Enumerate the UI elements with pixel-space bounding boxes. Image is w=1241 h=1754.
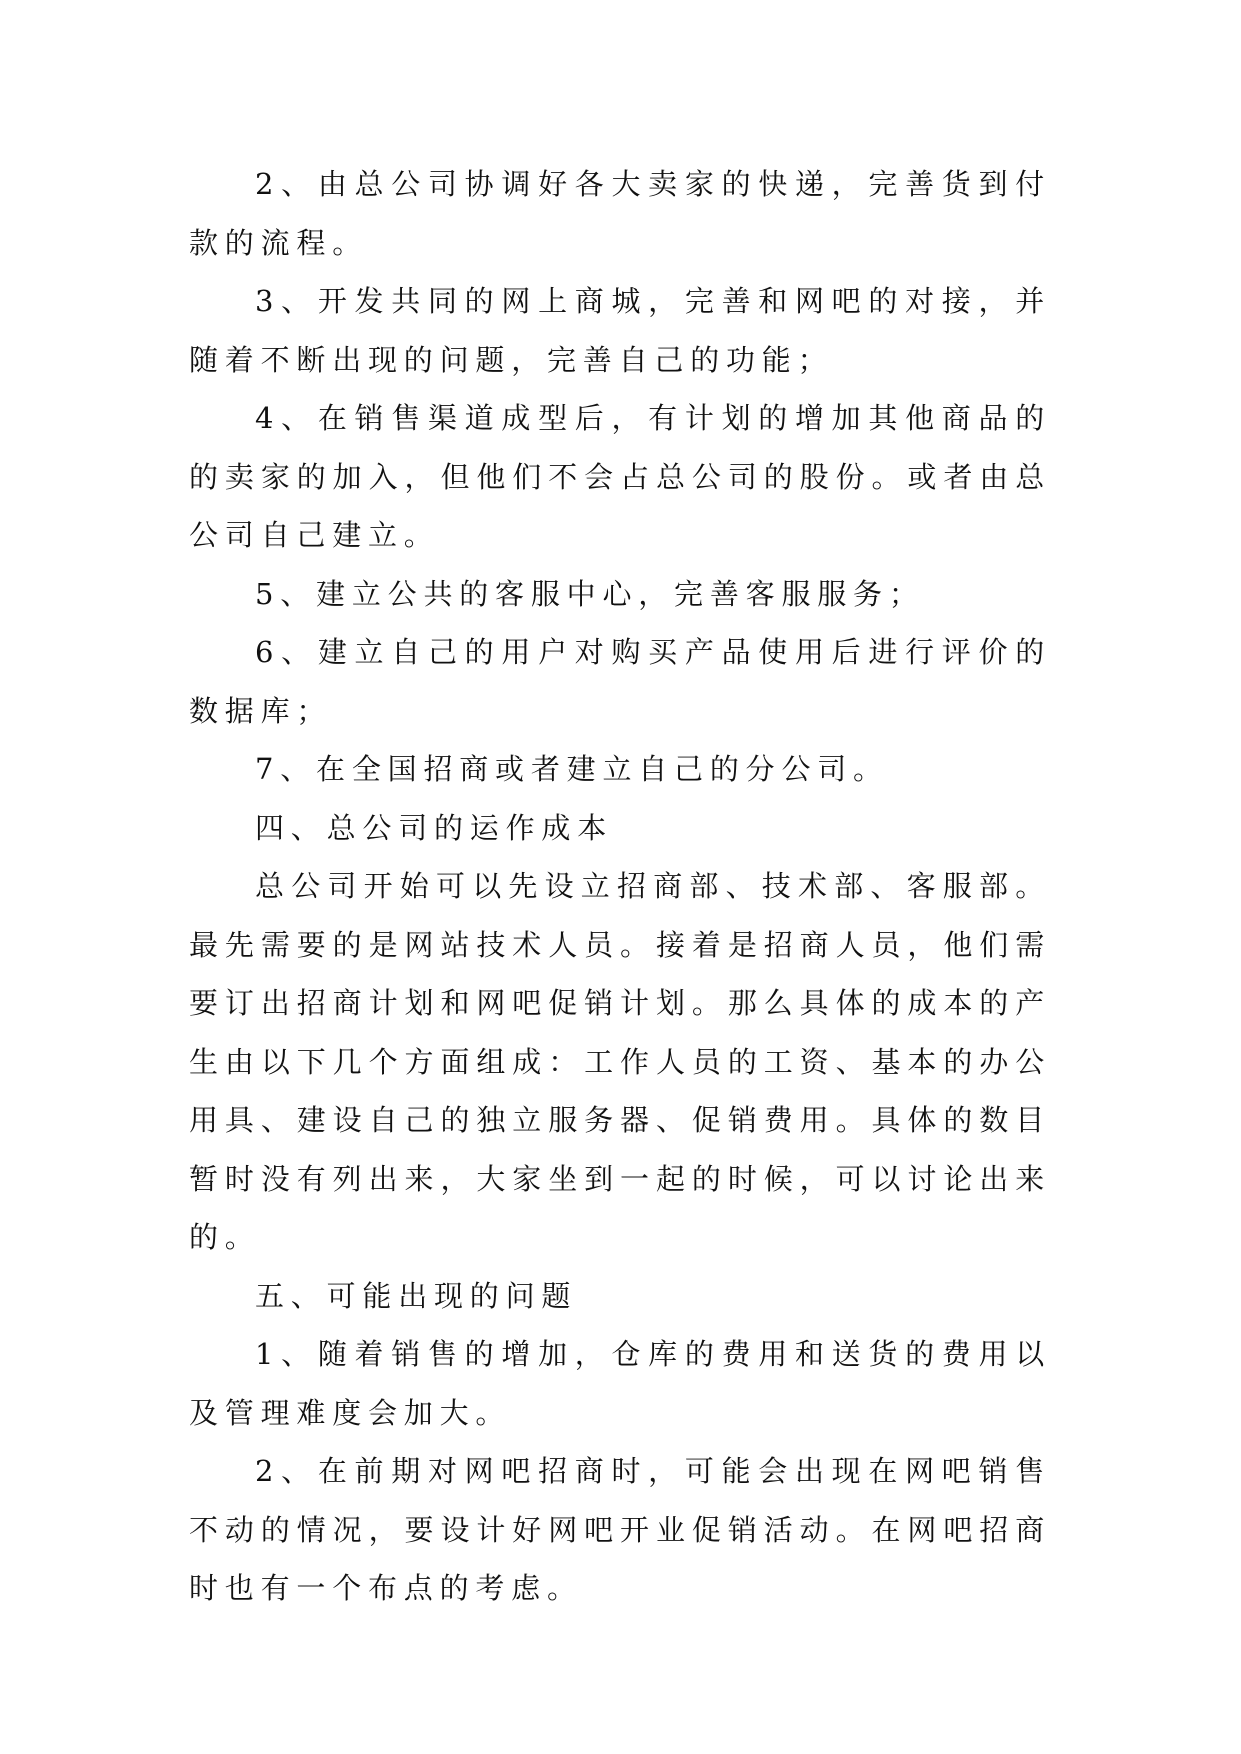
paragraph-item-6-review-database: 6、建立自己的用户对购买产品使用后进行评价的数据库； <box>189 635 1051 728</box>
section-heading-operating-cost: 四、总公司的运作成本 <box>255 810 614 845</box>
paragraph-item-4-sellers: 4、在销售渠道成型后，有计划的增加其他商品的的卖家的加入，但他们不会占总公司的股份。或者由总公司自己建立。 <box>189 401 1051 552</box>
paragraph-item-7-branches: 7、在全国招商或者建立自己的分公司。 <box>255 752 889 786</box>
paragraph-problem-1: 1、随着销售的增加，仓库的费用和送货的费用以及管理难度会加大。 <box>189 1337 1051 1430</box>
paragraph-operating-cost: 总公司开始可以先设立招商部、技术部、客服部。最先需要的是网站技术人员。接着是招商人员，他们需要订出招商计划和网吧促销计划。那么具体的成本的产生由以下几个方面组成：工作人员的工资、基本的办公用具、建设自己的独立服务器、促销费用。具体的数目暂时没有列出来，大家坐到一起的时候，可以讨论出来的。 <box>189 869 1051 1254</box>
paragraph-item-2-courier: 2、由总公司协调好各大卖家的快递，完善货到付款的流程。 <box>189 167 1051 260</box>
paragraph-item-5-customer-service: 5、建立公共的客服中心，完善客服服务； <box>255 576 925 611</box>
section-heading-possible-problems: 五、可能出现的问题 <box>255 1278 578 1313</box>
paragraph-problem-2: 2、在前期对网吧招商时，可能会出现在网吧销售不动的情况，要设计好网吧开业促销活动。在网吧招商时也有一个布点的考虑。 <box>189 1454 1051 1605</box>
paragraph-item-3-online-mall: 3、开发共同的网上商城，完善和网吧的对接，并随着不断出现的问题，完善自己的功能； <box>189 284 1051 377</box>
document-page <box>189 155 1051 1618</box>
